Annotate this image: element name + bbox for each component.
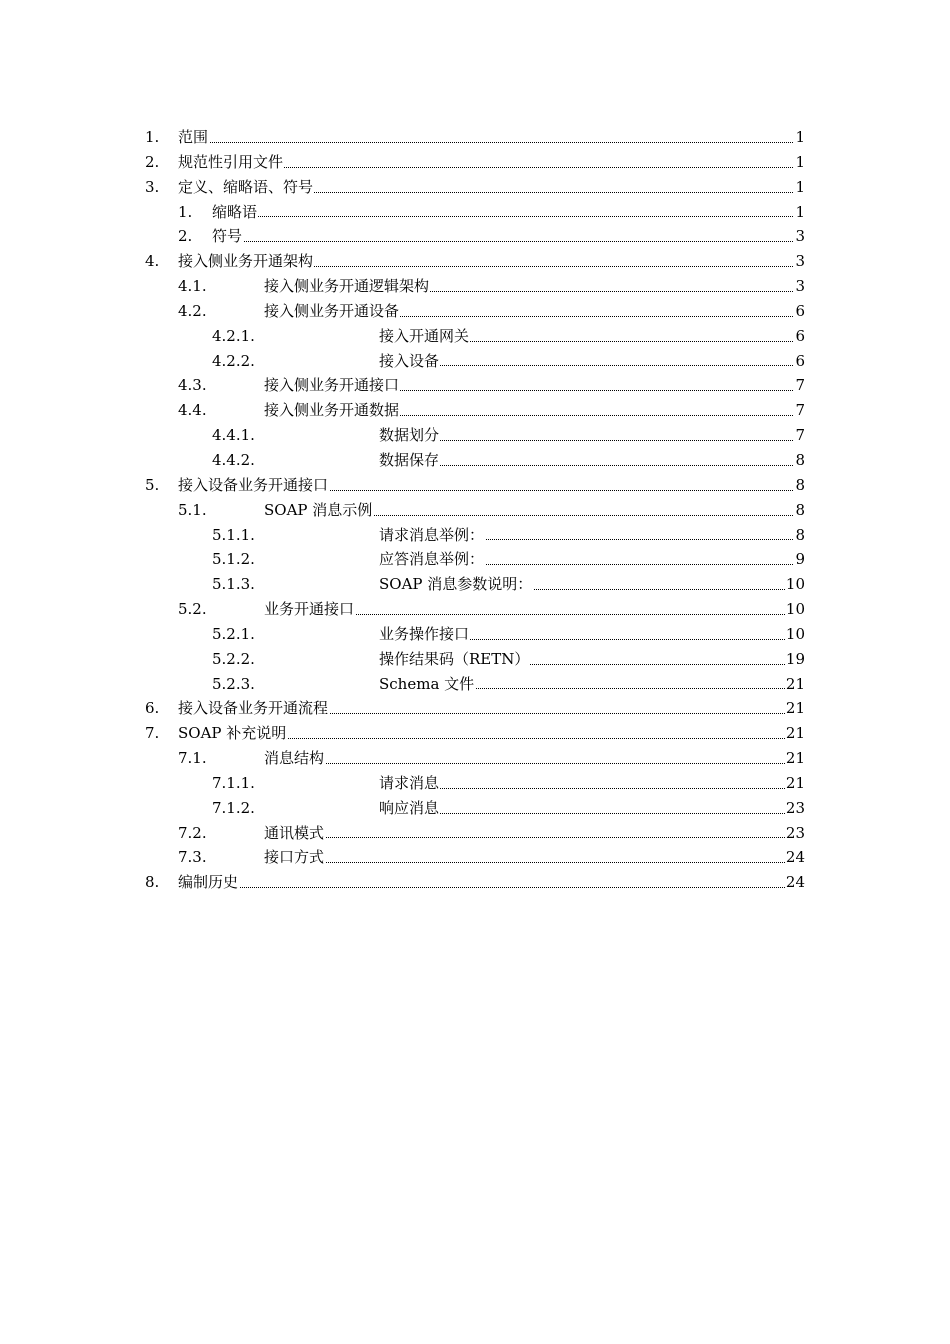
- toc-entry-number: 7.1.1.: [212, 773, 255, 792]
- toc-entry-number: 4.: [145, 252, 160, 271]
- toc-entry-number: 1.: [145, 128, 160, 146]
- toc-entry-title: 定义、缩略语、符号: [178, 175, 314, 200]
- toc-entry-page-number: 6: [794, 349, 805, 374]
- toc-entry[interactable]: [0, 870, 950, 895]
- toc-entry-page-number: 10: [785, 622, 805, 647]
- toc-entry[interactable]: [0, 597, 950, 622]
- toc-leader-dots: [264, 862, 795, 863]
- toc-entry-page-number: 7: [794, 398, 805, 423]
- toc-entry-title: 接入开通网关: [379, 324, 470, 349]
- toc-entry-number: 5.1.3.: [212, 575, 255, 594]
- toc-entry[interactable]: [0, 373, 950, 398]
- toc-leader-dots: [178, 142, 795, 143]
- toc-entry-title: 接入侧业务开通设备: [264, 299, 400, 324]
- toc-entry-page-number: 6: [794, 299, 805, 324]
- toc-entry[interactable]: [0, 249, 950, 274]
- toc-entry-number: 4.1.: [178, 277, 207, 296]
- toc-entry-page-number: 23: [785, 796, 805, 821]
- toc-entry[interactable]: [0, 349, 950, 374]
- table-of-contents: [0, 125, 950, 895]
- toc-entry-title: 接入侧业务开通逻辑架构: [264, 274, 430, 299]
- toc-entry[interactable]: [0, 821, 950, 846]
- toc-entry-number: 4.4.2.: [212, 450, 255, 469]
- toc-entry-number: 3.: [145, 177, 160, 196]
- toc-entry[interactable]: [0, 771, 950, 796]
- toc-entry-number: 2.: [145, 152, 160, 171]
- toc-entry-number: 5.: [145, 475, 160, 494]
- toc-entry-title: 接入设备业务开通流程: [178, 696, 329, 721]
- toc-entry-title: 接口方式: [264, 845, 325, 870]
- toc-entry-number: 4.3.: [178, 376, 207, 395]
- toc-entry[interactable]: [0, 796, 950, 821]
- toc-entry-number: 7.2.: [178, 823, 207, 842]
- toc-entry[interactable]: [0, 324, 950, 349]
- toc-entry-title: 数据划分: [379, 423, 440, 448]
- toc-entry-title: Schema 文件: [379, 672, 475, 697]
- toc-entry-title: 业务开通接口: [264, 597, 355, 622]
- toc-entry[interactable]: [0, 523, 950, 548]
- toc-entry-page-number: 10: [785, 597, 805, 622]
- toc-entry[interactable]: [0, 150, 950, 175]
- toc-entry-title: 范围: [178, 125, 209, 150]
- toc-entry-page-number: 19: [785, 647, 805, 672]
- toc-entry-title: 接入设备业务开通接口: [178, 473, 329, 498]
- toc-entry-number: 2.: [178, 227, 193, 246]
- toc-entry-page-number: 7: [794, 373, 805, 398]
- toc-entry-page-number: 9: [794, 547, 805, 572]
- toc-entry-number: 4.4.: [178, 401, 207, 420]
- toc-entry-title: 应答消息举例：: [379, 547, 485, 572]
- toc-entry-title: 接入设备: [379, 349, 440, 374]
- toc-entry-page-number: 6: [794, 324, 805, 349]
- toc-entry-page-number: 8: [794, 473, 805, 498]
- toc-entry[interactable]: [0, 547, 950, 572]
- toc-entry-number: 7.: [145, 724, 160, 743]
- toc-entry-title: 编制历史: [178, 870, 239, 895]
- toc-entry-number: 6.: [145, 699, 160, 718]
- toc-entry[interactable]: [0, 398, 950, 423]
- toc-entry-page-number: 1: [794, 150, 805, 175]
- toc-leader-dots: [379, 813, 795, 814]
- toc-entry-number: 7.1.2.: [212, 798, 255, 817]
- toc-entry[interactable]: [0, 423, 950, 448]
- toc-entry[interactable]: [0, 448, 950, 473]
- toc-entry-title: SOAP 消息参数说明：: [379, 572, 533, 597]
- toc-entry-title: 规范性引用文件: [178, 150, 284, 175]
- toc-entry-page-number: 3: [794, 224, 805, 249]
- toc-entry-number: 4.2.1.: [212, 326, 255, 345]
- toc-entry-page-number: 1: [794, 175, 805, 200]
- toc-entry[interactable]: [0, 125, 950, 150]
- toc-entry-title: 响应消息: [379, 796, 440, 821]
- toc-entry-number: 5.2.2.: [212, 649, 255, 668]
- toc-entry[interactable]: [0, 224, 950, 249]
- toc-entry-number: 4.2.2.: [212, 351, 255, 370]
- toc-entry-title: 请求消息举例：: [379, 523, 485, 548]
- toc-entry[interactable]: [0, 473, 950, 498]
- toc-leader-dots: [379, 788, 795, 789]
- toc-entry-number: 5.1.1.: [212, 525, 255, 544]
- toc-entry[interactable]: [0, 746, 950, 771]
- toc-entry-number: 5.2.3.: [212, 674, 255, 693]
- toc-entry-title: 数据保存: [379, 448, 440, 473]
- toc-entry-page-number: 21: [785, 746, 805, 771]
- toc-entry[interactable]: [0, 200, 950, 225]
- toc-entry-title: 接入侧业务开通接口: [264, 373, 400, 398]
- toc-leader-dots: [379, 465, 795, 466]
- toc-entry-page-number: 24: [785, 870, 805, 895]
- toc-entry[interactable]: [0, 721, 950, 746]
- toc-entry[interactable]: [0, 274, 950, 299]
- toc-entry-number: 5.1.: [178, 500, 207, 519]
- toc-entry-title: 接入侧业务开通数据: [264, 398, 400, 423]
- toc-entry-title: 接入侧业务开通架构: [178, 249, 314, 274]
- toc-entry[interactable]: [0, 175, 950, 200]
- toc-entry-page-number: 8: [794, 448, 805, 473]
- toc-entry[interactable]: [0, 498, 950, 523]
- toc-entry-title: 缩略语: [212, 200, 258, 225]
- toc-entry-number: 4.2.: [178, 301, 207, 320]
- toc-entry-page-number: 24: [785, 845, 805, 870]
- toc-entry-page-number: 21: [785, 672, 805, 697]
- toc-entry-page-number: 21: [785, 721, 805, 746]
- toc-entry-page-number: 21: [785, 771, 805, 796]
- toc-leader-dots: [264, 763, 795, 764]
- toc-entry-number: 5.2.: [178, 600, 207, 619]
- toc-entry-number: 7.1.: [178, 749, 207, 768]
- toc-entry-title: 消息结构: [264, 746, 325, 771]
- toc-leader-dots: [379, 440, 795, 441]
- toc-entry[interactable]: [0, 572, 950, 597]
- toc-entry-title: SOAP 补充说明: [178, 721, 287, 746]
- toc-entry[interactable]: [0, 299, 950, 324]
- toc-entry-number: 1.: [178, 202, 193, 221]
- toc-entry-page-number: 8: [794, 498, 805, 523]
- toc-entry-page-number: 1: [794, 125, 805, 150]
- toc-leader-dots: [379, 365, 795, 366]
- toc-entry-page-number: 8: [794, 523, 805, 548]
- toc-entry-title: SOAP 消息示例: [264, 498, 373, 523]
- toc-entry-number: 5.1.2.: [212, 550, 255, 569]
- toc-entry-title: 业务操作接口: [379, 622, 470, 647]
- toc-entry-number: 7.3.: [178, 848, 207, 867]
- toc-entry-page-number: 10: [785, 572, 805, 597]
- toc-leader-dots: [212, 241, 795, 242]
- toc-leader-dots: [264, 837, 795, 838]
- toc-entry[interactable]: [0, 672, 950, 697]
- toc-entry-title: 请求消息: [379, 771, 440, 796]
- toc-entry-title: 通讯模式: [264, 821, 325, 846]
- toc-entry-page-number: 7: [794, 423, 805, 448]
- toc-entry-page-number: 3: [794, 249, 805, 274]
- toc-entry[interactable]: [0, 622, 950, 647]
- toc-entry-number: 8.: [145, 873, 160, 892]
- toc-entry[interactable]: [0, 647, 950, 672]
- toc-leader-dots: [178, 887, 795, 888]
- toc-entry-title: 操作结果码（RETN）: [379, 647, 530, 672]
- toc-entry-title: 符号: [212, 224, 243, 249]
- toc-entry-page-number: 1: [794, 200, 805, 225]
- toc-entry-page-number: 3: [794, 274, 805, 299]
- toc-entry-number: 4.4.1.: [212, 426, 255, 445]
- toc-entry-page-number: 21: [785, 696, 805, 721]
- toc-entry-number: 5.2.1.: [212, 624, 255, 643]
- toc-entry-page-number: 23: [785, 821, 805, 846]
- toc-entry[interactable]: [0, 845, 950, 870]
- toc-leader-dots: [212, 216, 795, 217]
- toc-entry[interactable]: [0, 696, 950, 721]
